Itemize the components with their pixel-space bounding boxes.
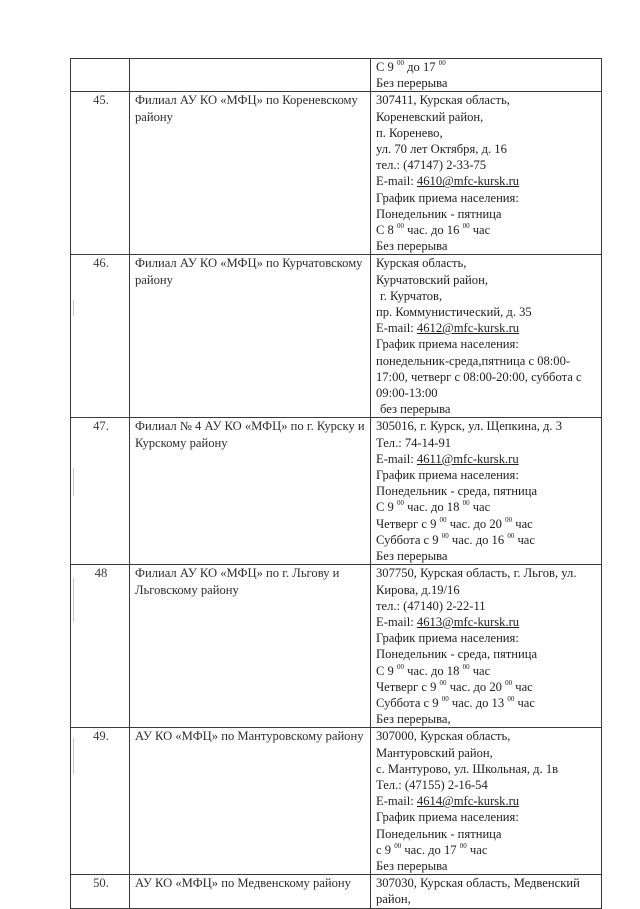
row-number: 48 — [71, 565, 130, 728]
contact-text: С 9 — [376, 663, 397, 678]
contact-line — [376, 336, 598, 352]
contact-text: ул. 70 лет Октября, д. 16 — [376, 142, 507, 157]
time-superscript: 00 — [507, 694, 515, 703]
branch-name — [130, 59, 371, 92]
contact-line — [376, 858, 598, 874]
time-superscript: 00 — [505, 515, 513, 524]
contact-text: час. до 13 — [448, 695, 508, 710]
table-row — [71, 728, 602, 875]
time-superscript: 00 — [462, 222, 470, 231]
contact-text: 307000, Курская область, — [376, 729, 511, 744]
branch-contacts — [371, 418, 602, 565]
contact-line — [376, 173, 598, 189]
email-link[interactable]: 4612@mfc-kursk.ru — [416, 321, 520, 336]
contact-text: с. Мантурово, ул. Школьная, д. 1в — [376, 761, 559, 776]
contact-text: Четверг с 9 — [376, 679, 440, 694]
contact-text: Без перерыва — [376, 858, 448, 873]
contact-line — [376, 255, 598, 271]
contact-text: E-mail: — [376, 321, 417, 336]
contact-text: С 9 — [376, 60, 397, 74]
time-superscript: 00 — [394, 841, 402, 850]
time-superscript: 00 — [462, 499, 470, 508]
contact-text: Четверг с 9 — [376, 516, 440, 531]
contact-text: с 9 — [376, 842, 395, 857]
contact-text: Кореневский район, — [376, 109, 484, 124]
email-link[interactable]: 4610@mfc-kursk.ru — [416, 174, 520, 189]
table-row — [71, 92, 602, 255]
contact-text: тел.: (47147) 2-33-75 — [376, 158, 487, 173]
contact-line — [376, 826, 598, 842]
branch-contacts — [371, 255, 602, 418]
contact-line — [376, 630, 598, 646]
contact-text: понедельник-среда,пятница с 08:00-17:00, четверг с 08:00-20:00, суббота с 09:00-13:00 — [376, 353, 582, 401]
contact-text: Понедельник - пятница — [376, 206, 502, 221]
contact-line — [376, 75, 598, 91]
contact-text: Без перерыва — [376, 239, 448, 254]
branch-contacts — [371, 59, 602, 92]
table-row — [71, 565, 602, 728]
contact-line — [376, 304, 598, 320]
email-link[interactable]: 4611@mfc-kursk.ru — [416, 451, 519, 466]
contact-line — [376, 663, 598, 679]
contact-line — [376, 614, 598, 630]
table-row — [71, 255, 602, 418]
time-superscript: 00 — [441, 694, 449, 703]
contact-line — [376, 238, 598, 254]
time-superscript: 00 — [397, 499, 404, 508]
contact-line — [376, 222, 598, 238]
contact-line — [376, 141, 598, 157]
contact-text: час. до 16 — [404, 223, 463, 238]
contact-text: без перерыва — [380, 402, 451, 417]
contact-text: График приема населения: — [376, 337, 519, 352]
contact-line — [376, 761, 598, 777]
contact-line — [376, 745, 598, 761]
contact-line — [376, 483, 598, 499]
contact-line — [376, 206, 598, 222]
contact-line — [376, 793, 598, 809]
contact-line — [376, 646, 598, 662]
contact-line — [376, 109, 598, 125]
table-body — [71, 59, 602, 909]
branch-name: АУ КО «МФЦ» по Медвенскому району — [130, 875, 371, 908]
contact-text: час. до 18 — [404, 663, 463, 678]
row-number: 50. — [71, 875, 130, 908]
contact-line — [376, 92, 598, 108]
contact-line — [376, 401, 598, 417]
contact-line — [376, 190, 598, 206]
contact-line — [376, 353, 598, 402]
contact-text: E-mail: — [376, 451, 417, 466]
contact-text: час. до 18 — [404, 500, 463, 515]
time-superscript: 00 — [438, 59, 446, 67]
contact-line — [376, 59, 598, 75]
time-superscript: 00 — [439, 515, 447, 524]
contact-text: час. до 20 — [446, 679, 506, 694]
table-row — [71, 418, 602, 565]
contact-text: час — [466, 842, 488, 857]
branch-name: Филиал № 4 АУ КО «МФЦ» по г. Курску и Курскому району — [130, 418, 371, 565]
contact-text: E-mail: — [376, 794, 417, 809]
contact-text: Без перерыва, — [376, 712, 451, 727]
contact-text: Курская область, — [376, 256, 467, 271]
contact-line — [376, 842, 598, 858]
contact-text: График приема населения: — [376, 631, 519, 646]
contact-text: График приема населения: — [376, 468, 519, 483]
contact-line — [376, 679, 598, 695]
time-superscript: 00 — [462, 662, 470, 671]
time-superscript: 00 — [505, 678, 513, 687]
email-link[interactable]: 4613@mfc-kursk.ru — [416, 614, 520, 629]
table-row — [71, 875, 602, 908]
row-number: 47. — [71, 418, 130, 565]
contact-line — [376, 516, 598, 532]
contact-line — [376, 777, 598, 793]
time-superscript: 00 — [459, 841, 467, 850]
contact-line — [376, 467, 598, 483]
branch-contacts — [371, 92, 602, 255]
contact-text: Без перерыва — [376, 76, 448, 91]
contact-line — [376, 565, 598, 597]
contact-line — [376, 548, 598, 564]
contact-text: пр. Коммунистический, д. 35 — [376, 305, 532, 320]
contact-text: п. Коренево, — [376, 125, 443, 140]
contact-line — [376, 272, 598, 288]
time-superscript: 00 — [441, 531, 449, 540]
time-superscript: 00 — [439, 678, 447, 687]
contact-text: час. до 16 — [448, 532, 508, 547]
time-superscript: 00 — [507, 531, 515, 540]
contact-line — [376, 728, 598, 744]
contact-text: час. до 20 — [446, 516, 506, 531]
table-row — [71, 59, 602, 92]
contact-line — [376, 125, 598, 141]
branch-contacts — [371, 728, 602, 875]
contact-text: 305016, г. Курск, ул. Щепкина, д. 3 — [376, 419, 563, 434]
contact-text: С 8 — [376, 223, 397, 238]
branch-name: Филиал АУ КО «МФЦ» по г. Льгову и Льговскому району — [130, 565, 371, 728]
branch-name: Филиал АУ КО «МФЦ» по Кореневскому району — [130, 92, 371, 255]
contact-line — [376, 532, 598, 548]
contact-line — [376, 451, 598, 467]
branch-contacts — [371, 565, 602, 728]
branch-name: Филиал АУ КО «МФЦ» по Курчатовскому району — [130, 255, 371, 418]
contact-text: час — [469, 223, 491, 238]
contact-line — [376, 711, 598, 727]
contact-text: Курчатовский район, — [376, 272, 488, 287]
time-superscript: 00 — [397, 59, 404, 67]
contact-text: Тел.: (47155) 2-16-54 — [376, 777, 488, 792]
contact-text: 307750, Курская область, г. Льгов, ул. Кирова, д.19/16 — [376, 566, 577, 597]
contact-text: Без перерыва — [376, 549, 448, 564]
branch-name: АУ КО «МФЦ» по Мантуровскому району — [130, 728, 371, 875]
contact-text: E-mail: — [376, 174, 417, 189]
row-number: 45. — [71, 92, 130, 255]
contact-text: Понедельник - среда, пятница — [376, 484, 538, 499]
contact-text: час — [512, 516, 533, 531]
contact-text: Мантуровский район, — [376, 745, 493, 760]
contact-line — [376, 288, 598, 304]
row-number: 46. — [71, 255, 130, 418]
contact-line — [376, 875, 598, 907]
contact-line — [376, 499, 598, 515]
contact-text: Понедельник - среда, пятница — [376, 647, 538, 662]
contact-text: Суббота с 9 — [376, 695, 442, 710]
contact-text: час — [469, 663, 491, 678]
contact-line — [376, 157, 598, 173]
contact-text: г. Курчатов, — [380, 288, 443, 303]
contact-text: График приема населения: — [376, 810, 519, 825]
email-link[interactable]: 4614@mfc-kursk.ru — [416, 794, 520, 809]
contact-text: Суббота с 9 — [376, 532, 442, 547]
contact-line — [376, 598, 598, 614]
contact-text: E-mail: — [376, 614, 417, 629]
contact-text: час — [512, 679, 533, 694]
contact-text: Понедельник - пятница — [376, 826, 502, 841]
contact-text: С 9 — [376, 500, 397, 515]
contact-text: тел.: (47140) 2-22-11 — [376, 598, 486, 613]
branch-offices-table — [70, 58, 602, 909]
row-number — [71, 59, 130, 92]
contact-text: час. до 17 — [401, 842, 460, 857]
time-superscript: 00 — [397, 662, 404, 671]
branch-contacts — [371, 875, 602, 908]
contact-text: час — [514, 695, 535, 710]
contact-text: 307411, Курская область, — [376, 93, 510, 108]
contact-text: Тел.: 74-14-91 — [376, 435, 452, 450]
contact-text: График приема населения: — [376, 190, 519, 205]
contact-text: до 17 — [404, 60, 439, 74]
contact-line — [376, 418, 598, 434]
contact-text: час — [514, 532, 535, 547]
row-number: 49. — [71, 728, 130, 875]
contact-line — [376, 320, 598, 336]
contact-line — [376, 435, 598, 451]
contact-line — [376, 695, 598, 711]
contact-line — [376, 809, 598, 825]
contact-text: час — [469, 500, 491, 515]
contact-text: 307030, Курская область, Медвенский район, — [376, 876, 580, 907]
time-superscript: 00 — [397, 222, 404, 231]
